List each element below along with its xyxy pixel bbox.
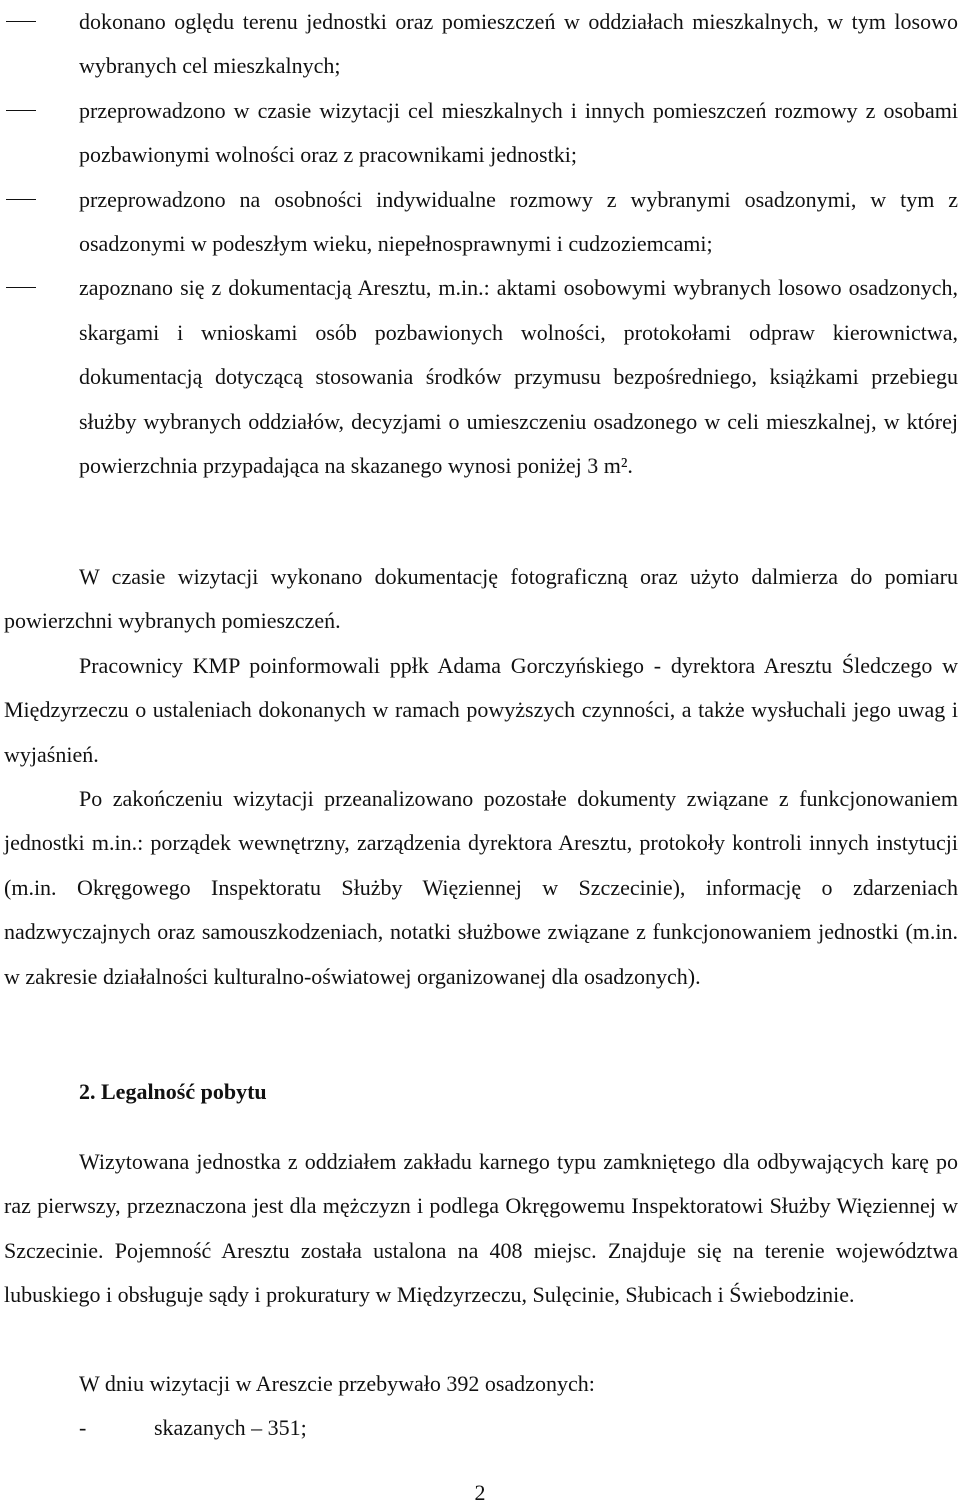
- paragraph-documents: Po zakończeniu wizytacji przeanalizowano pozostałe dokumenty związane z funkcjonowaniem jednostki m.in.: porządek wewnętrzny, zarządzenia dyrektora Aresztu, protokoły kontroli innych instytucji (m.in. Okręgowego Inspektoratu Służby Więziennej w Szczecinie), informację o zdarzeniach nadzwyczajnych oraz samouszkodzeniach, notatki służbowe związane z funkcjonowaniem jednostki (m.in. w zakresie działalności kulturalno-oświatowej organizowanej dla osadzonych).: [4, 786, 958, 989]
- paragraph-documentation: W czasie wizytacji wykonano dokumentację fotograficzną oraz użyto dalmierza do pomiaru powierzchni wybranych pomieszczeń.: [4, 564, 958, 634]
- dash-marker: -: [79, 1415, 87, 1440]
- paragraph-director: Pracownicy KMP poinformowali ppłk Adama Gorczyńskiego - dyrektora Aresztu Śledczego w Międzyrzeczu o ustaleniach dokonanych w ramach powyższych czynności, a także wysłuchali jego uwag i wyjaśnień.: [4, 653, 958, 767]
- list-item-text: zapoznano się z dokumentacją Aresztu, m.in.: aktami osobowymi wybranych losowo osadzonych, skargami i wnioskami osób pozbawionych wolności, protokołami odpraw kierownictwa, dokumentacją dotyczącą stosowania środków przymusu bezpośredniego, książkami przebiegu służby wybranych oddziałów, decyzjami o umieszczeniu osadzonego w celi mieszkalnej, w której powierzchnia przypadająca na skazanego wynosi poniżej 3 m².: [79, 275, 958, 479]
- dash-marker: [6, 287, 36, 288]
- inmate-count-line: W dniu wizytacji w Areszcie przebywało 392 osadzonych:: [79, 1371, 595, 1396]
- paragraph-unit-description: Wizytowana jednostka z oddziałem zakładu karnego typu zamkniętego dla odbywających karę po raz pierwszy, przeznaczona jest dla mężczyzn i podlega Okręgowemu Inspektoratowi Służby Więziennej w Szczecinie. Pojemność Aresztu została ustalona na 408 miejsc. Znajduje się na terenie województwa lubuskiego i obsługuje sądy i prokuratury w Międzyrzeczu, Sulęcinie, Słubicach i Świebodzinie.: [4, 1149, 958, 1308]
- dash-marker: [6, 21, 36, 22]
- list-item-text: przeprowadzono w czasie wizytacji cel mieszkalnych i innych pomieszczeń rozmowy z osobami pozbawionymi wolności oraz z pracownikami jednostki;: [79, 97, 958, 168]
- page-number: 2: [474, 1480, 486, 1505]
- section-heading: 2. Legalność pobytu: [79, 1079, 267, 1104]
- list-item-text: skazanych – 351;: [154, 1415, 307, 1440]
- list-item-text: przeprowadzono na osobności indywidualne rozmowy z wybranymi osadzonymi, w tym z osadzonymi w podeszłym wieku, niepełnosprawnymi i cudzoziemcami;: [79, 186, 958, 257]
- list-item: [0, 0, 960, 89]
- list-item: [0, 266, 960, 488]
- list-item: [0, 89, 960, 178]
- list-item: [79, 1406, 307, 1450]
- activity-list: [0, 0, 960, 488]
- list-item-text: dokonano oględu terenu jednostki oraz pomieszczeń w oddziałach mieszkalnych, w tym losowo wybranych cel mieszkalnych;: [79, 9, 958, 79]
- list-item: [0, 178, 960, 267]
- dash-marker: [6, 110, 36, 111]
- dash-marker: [6, 199, 36, 200]
